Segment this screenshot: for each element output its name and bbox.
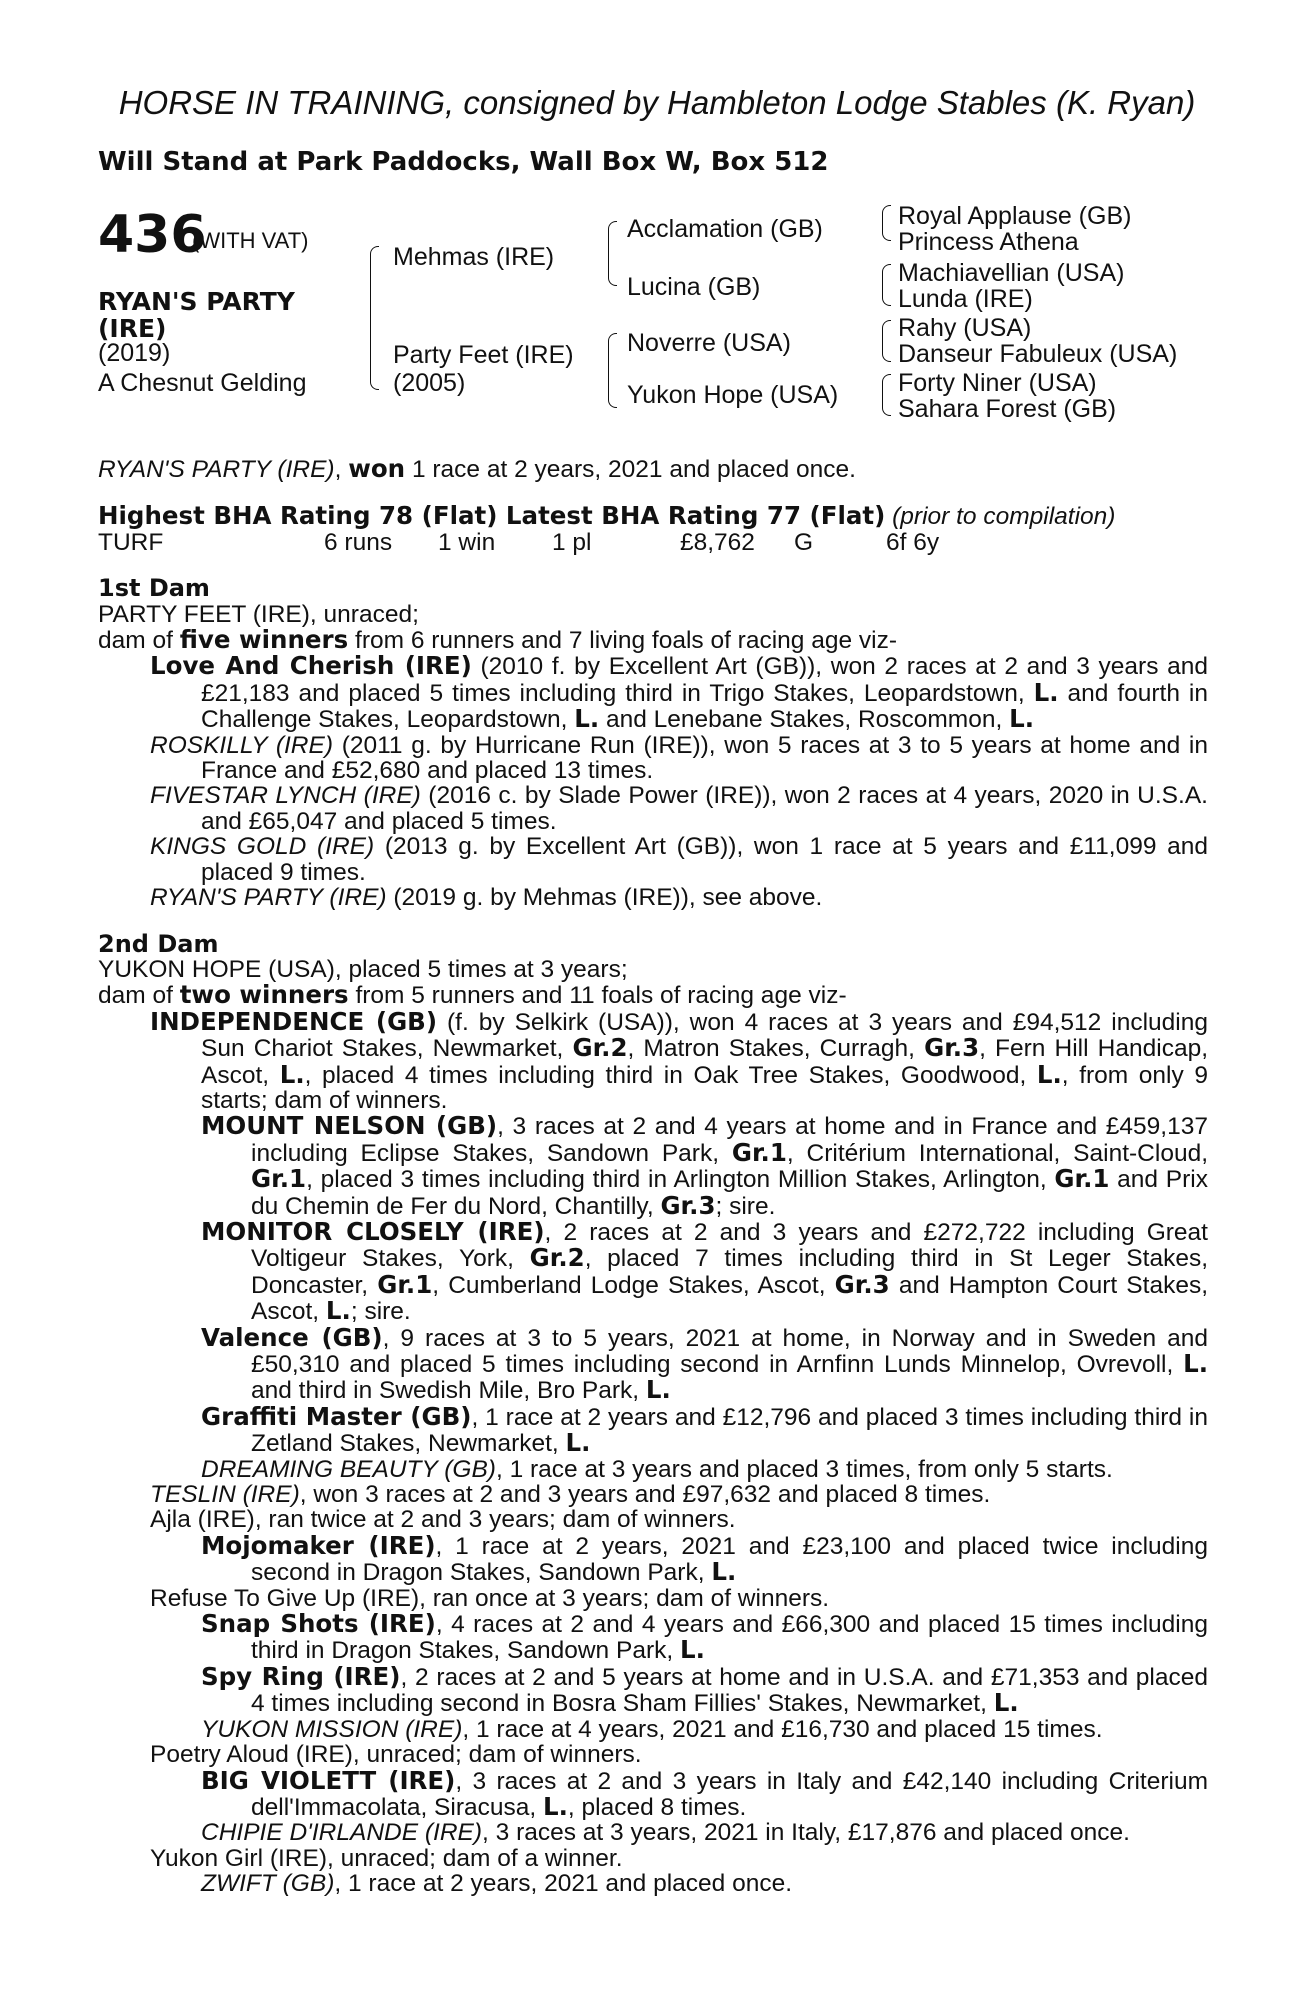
produce-big-violett: BIG VIOLETT (IRE), 3 races at 2 and 3 years in Italy and £42,140 including Criterium dell'Immacolata, Siracusa, L., placed 8 times. — [201, 1765, 1208, 1821]
dam-name: Party Feet (IRE) — [393, 341, 574, 369]
dam-dam: Yukon Hope (USA) — [627, 381, 839, 409]
produce-valence: Valence (GB), 9 races at 3 to 5 years, 2021 at home, in Norway and in Sweden and £50,310 and placed 5 times including second in Arnfinn Lunds Minnelop, Ovrevoll, L. and third in Swedish Mile, Bro Park, L. — [201, 1322, 1209, 1405]
produce-graffiti-master: Graffiti Master (GB), 1 race at 2 years and £12,796 and placed 3 times including third in Zetland Stakes, Newmarket, L. — [201, 1401, 1209, 1458]
summary-line: RYAN'S PARTY (IRE), won 1 race at 2 years, 2021 and placed once. — [98, 454, 856, 483]
horse-year: (2019) — [98, 339, 171, 367]
produce-teslin: TESLIN (IRE), won 3 races at 2 and 3 years and £97,632 and placed 8 times. — [150, 1481, 991, 1509]
g3-brace-3 — [882, 320, 891, 362]
g3-1: Royal Applause (GB) — [898, 202, 1132, 230]
produce-ryans-party: RYAN'S PARTY (IRE) (2019 g. by Mehmas (IRE)), see above. — [150, 884, 823, 912]
first-dam-produce: dam of five winners from 6 runners and 7 living foals of racing age viz- — [98, 625, 898, 655]
g3-brace-2 — [882, 264, 891, 306]
dam-brace — [608, 333, 617, 408]
second-dam-produce: dam of two winners from 5 runners and 11 foals of racing age viz- — [98, 980, 847, 1010]
g3-5: Rahy (USA) — [898, 314, 1032, 342]
second-dam-heading: 2nd Dam — [98, 929, 219, 958]
second-dam-name: YUKON HOPE (USA), placed 5 times at 3 years; — [98, 955, 628, 983]
produce-yukon-mission: YUKON MISSION (IRE), 1 race at 4 years, 2021 and £16,730 and placed 15 times. — [201, 1715, 1103, 1743]
g3-brace-4 — [882, 374, 891, 416]
g3-brace-1 — [882, 205, 891, 241]
vat-label: (WITH VAT) — [192, 228, 309, 253]
g3-7: Forty Niner (USA) — [898, 369, 1097, 397]
sire-sire: Acclamation (GB) — [627, 215, 823, 243]
produce-love-and-cherish: Love And Cherish (IRE) (2010 f. by Excellent Art (GB)), won 2 races at 2 and 3 years and £21,183 and placed 5 times including third in Trigo Stakes, Leopardstown, L. and fourth in Challenge Stakes, Leopardstown, L. and Lenebane Stakes, Roscommon, L. — [150, 651, 1209, 734]
lot-number: 436 — [98, 205, 207, 265]
race-record: TURF 6 runs 1 win 1 pl £8,762 G 6f 6y — [98, 528, 940, 556]
produce-snap-shots: Snap Shots (IRE), 4 races at 2 and 4 years and £66,300 and placed 15 times including third in Dragon Stakes, Sandown Park, L. — [201, 1609, 1208, 1665]
page-title: HORSE IN TRAINING, consigned by Hambleton Lodge Stables (K. Ryan) — [118, 84, 1196, 121]
produce-roskilly: ROSKILLY (IRE) (2011 g. by Hurricane Run (IRE)), won 5 races at 3 to 5 years at home and in France and £52,680 and placed 13 times. — [150, 731, 1209, 785]
produce-chipie-dirlande: CHIPIE D'IRLANDE (IRE), 3 races at 3 years, 2021 in Italy, £17,876 and placed once. — [201, 1819, 1130, 1847]
g3-2: Princess Athena — [898, 228, 1079, 256]
produce-dreaming-beauty: DREAMING BEAUTY (GB), 1 race at 3 years and placed 3 times, from only 5 starts. — [201, 1455, 1113, 1483]
sire-dam-brace — [370, 246, 379, 390]
produce-kings-gold: KINGS GOLD (IRE) (2013 g. by Excellent Art (GB)), won 1 race at 5 years and £11,099 and placed 9 times. — [150, 833, 1209, 886]
location-line: Will Stand at Park Paddocks, Wall Box W, Box 512 — [98, 147, 829, 177]
produce-fivestar-lynch: FIVESTAR LYNCH (IRE) (2016 c. by Slade Power (IRE)), won 2 races at 4 years, 2020 in U.S.A. and £65,047 and placed 5 times. — [150, 782, 1208, 835]
horse-name: RYAN'S PARTY (IRE) — [98, 287, 295, 343]
rating-line: Highest BHA Rating 78 (Flat) Latest BHA Rating 77 (Flat) (prior to compilation) — [98, 501, 1116, 531]
dam-year: (2005) — [393, 369, 466, 397]
g3-8: Sahara Forest (GB) — [898, 395, 1117, 423]
produce-mojomaker: Mojomaker (IRE), 1 race at 2 years, 2021 and £23,100 and placed twice including second in Dragon Stakes, Sandown Park, L. — [201, 1530, 1208, 1587]
produce-zwift: ZWIFT (GB), 1 race at 2 years, 2021 and placed once. — [201, 1870, 792, 1898]
produce-poetry-aloud: Poetry Aloud (IRE), unraced; dam of winners. — [150, 1741, 642, 1769]
first-dam-name: PARTY FEET (IRE), unraced; — [98, 600, 419, 628]
produce-spy-ring: Spy Ring (IRE), 2 races at 2 and 5 years at home and in U.S.A. and £71,353 and placed 4 times including second in Bosra Sham Fillies' Stakes, Newmarket, L. — [201, 1661, 1208, 1718]
produce-yukon-girl: Yukon Girl (IRE), unraced; dam of a winner. — [150, 1844, 623, 1872]
dam-sire: Noverre (USA) — [627, 329, 791, 357]
g3-6: Danseur Fabuleux (USA) — [898, 340, 1178, 368]
produce-monitor-closely: MONITOR CLOSELY (IRE), 2 races at 2 and 3 years and £272,722 including Great Voltigeur Stakes, York, Gr.2, placed 7 times including third in St Leger Stakes, Doncaster, Gr.1, Cumberland Lodge Stakes, Ascot, Gr.3 and Hampton Court Stakes, Ascot, L.; sire. — [201, 1216, 1209, 1326]
sire-dam: Lucina (GB) — [627, 273, 761, 301]
produce-refuse-to-give-up: Refuse To Give Up (IRE), ran once at 3 years; dam of winners. — [150, 1584, 830, 1612]
produce-mount-nelson: MOUNT NELSON (GB), 3 races at 2 and 4 years at home and in France and £459,137 including Eclipse Stakes, Sandown Park, Gr.1, Critérium International, Saint-Cloud, Gr.1, placed 3 times including third in Arlington Million Stakes, Arlington, Gr.1 and Prix du Chemin de Fer du Nord, Chantilly, Gr.3; sire. — [201, 1111, 1209, 1220]
sire-brace — [608, 221, 617, 286]
g3-3: Machiavellian (USA) — [898, 259, 1125, 287]
horse-description: A Chesnut Gelding — [98, 369, 307, 397]
sire-name: Mehmas (IRE) — [393, 243, 555, 271]
produce-independence: INDEPENDENCE (GB) (f. by Selkirk (USA)), won 4 races at 3 years and £94,512 including Sun Chariot Stakes, Newmarket, Gr.2, Matron Stakes, Curragh, Gr.3, Fern Hill Handicap, Ascot, L., placed 4 times including third in Oak Tree Stakes, Goodwood, L., from only 9 starts; dam of winners. — [150, 1006, 1209, 1114]
produce-ajla: Ajla (IRE), ran twice at 2 and 3 years; dam of winners. — [150, 1506, 736, 1534]
g3-4: Lunda (IRE) — [898, 285, 1033, 313]
catalogue-body — [98, 456, 1208, 1897]
first-dam-heading: 1st Dam — [98, 574, 210, 603]
